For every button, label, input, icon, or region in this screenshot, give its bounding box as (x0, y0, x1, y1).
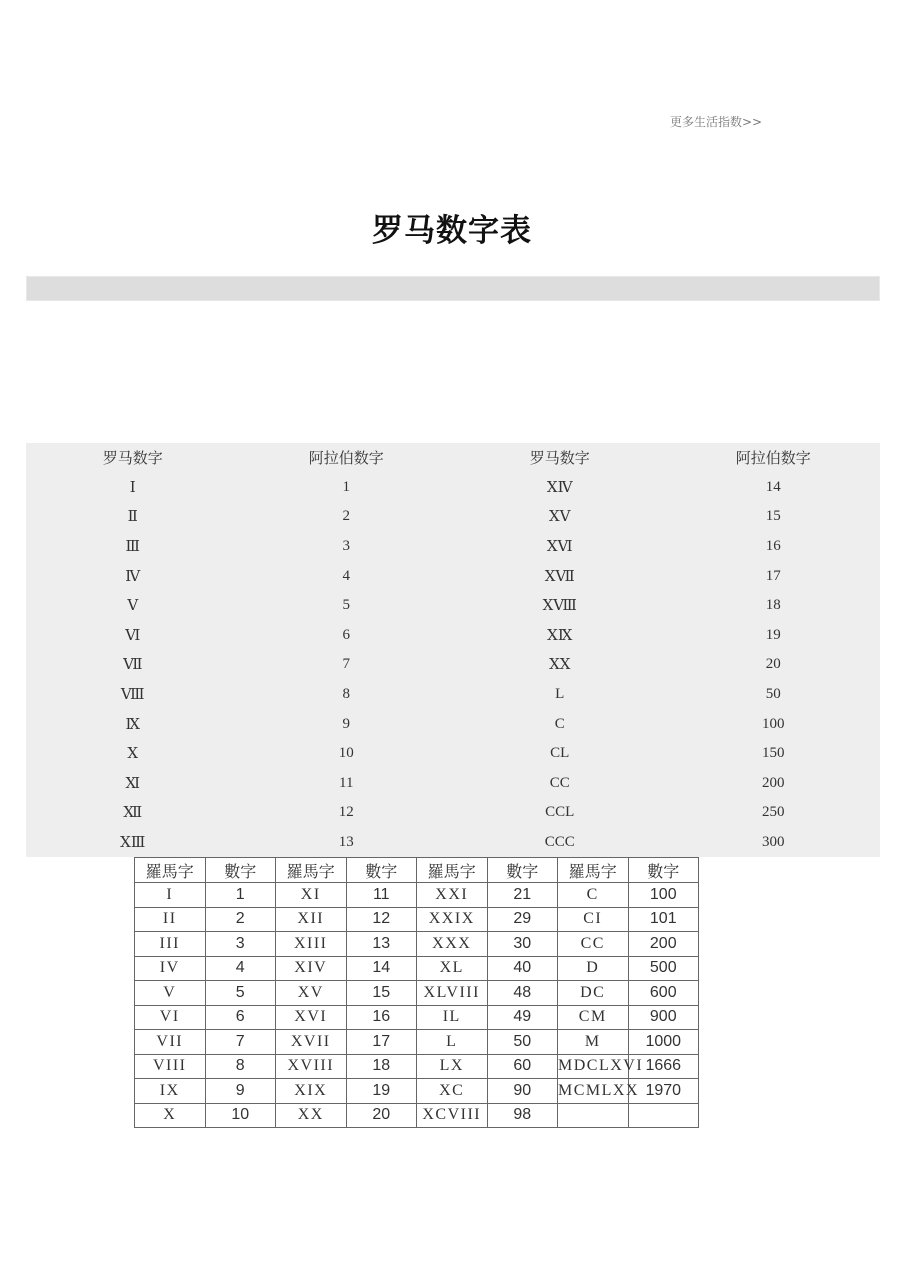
number-cell: 17 (346, 1030, 417, 1055)
table-row (135, 1030, 699, 1055)
roman-numeral-cell: CCC (544, 834, 575, 851)
roman-numeral-cell: D (558, 956, 629, 981)
roman-numeral-cell: L (417, 1030, 488, 1055)
roman-numeral-cell: Ⅸ (125, 716, 140, 733)
number-cell: 50 (487, 1030, 558, 1055)
number-cell: 15 (346, 981, 417, 1006)
roman-numeral-cell: Ⅰ (129, 479, 136, 496)
arabic-number-cell: 7 (342, 656, 350, 673)
page-title: 罗马数字表 (372, 213, 532, 249)
table-row (135, 883, 699, 908)
arabic-number-cell: 300 (762, 834, 785, 851)
arabic-number-cell: 2 (342, 508, 350, 525)
more-life-index-link[interactable]: 更多生活指数>> (670, 115, 763, 129)
arabic-number-cell: 20 (765, 656, 781, 673)
roman-numeral-cell: XL (417, 956, 488, 981)
number-cell: 101 (628, 907, 699, 932)
roman-numeral-cell: Ⅳ (125, 568, 141, 585)
number-cell: 5 (205, 981, 276, 1006)
table-row (26, 709, 880, 739)
roman-numeral-cell: CI (558, 907, 629, 932)
roman-numeral-cell: ⅩⅦ (544, 568, 575, 585)
roman-numeral-cell: XXI (417, 883, 488, 908)
number-cell: 13 (346, 932, 417, 957)
number-cell: 4 (205, 956, 276, 981)
roman-numeral-cell: ⅩⅢ (120, 835, 146, 852)
number-cell: 1666 (628, 1054, 699, 1079)
number-cell: 8 (205, 1054, 276, 1079)
column-header-roman: 罗马数字 (529, 449, 590, 468)
arabic-number-cell: 17 (765, 567, 781, 584)
roman-numeral-cell: XVIII (276, 1054, 347, 1079)
table-row (26, 739, 880, 769)
arabic-number-cell: 18 (765, 597, 781, 614)
arabic-number-cell: 13 (338, 834, 354, 851)
roman-numeral-cell: ⅩⅤ (548, 509, 571, 526)
table-row (135, 1103, 699, 1128)
roman-numeral-cell: Ⅺ (125, 775, 141, 792)
number-cell: 9 (205, 1079, 276, 1104)
roman-numeral-cell: IX (135, 1079, 206, 1104)
roman-numeral-cell: VII (135, 1030, 206, 1055)
column-header-roman: 罗马数字 (102, 449, 163, 468)
table-header-row (135, 858, 699, 883)
roman-numeral-cell: M (558, 1030, 629, 1055)
table-row (26, 680, 880, 710)
table-row (135, 981, 699, 1006)
table-row (26, 502, 880, 532)
roman-numeral-cell: ⅩⅩ (549, 657, 571, 674)
column-header-roman: 羅馬字 (135, 858, 206, 883)
roman-numeral-cell: LX (417, 1054, 488, 1079)
roman-numeral-cell: CC (549, 774, 570, 791)
column-header-arabic: 阿拉伯数字 (735, 449, 811, 468)
arabic-number-cell: 8 (342, 686, 350, 703)
roman-numeral-cell: CM (558, 1005, 629, 1030)
roman-numeral-cell: Ⅶ (123, 657, 143, 674)
table-row (26, 561, 880, 591)
roman-numeral-cell: XVII (276, 1030, 347, 1055)
roman-numeral-cell: ⅩⅨ (547, 627, 573, 644)
table-row (135, 907, 699, 932)
number-cell: 29 (487, 907, 558, 932)
roman-numeral-cell: Ⅵ (125, 627, 141, 644)
arabic-number-cell: 14 (765, 478, 781, 495)
number-cell: 30 (487, 932, 558, 957)
traditional-numeral-table (134, 857, 699, 1128)
roman-numeral-cell (558, 1103, 629, 1128)
table-row (26, 650, 880, 680)
number-cell: 3 (205, 932, 276, 957)
number-cell: 11 (346, 883, 417, 908)
roman-numeral-cell: CL (550, 745, 570, 762)
number-cell: 200 (628, 932, 699, 957)
roman-numeral-cell: I (135, 883, 206, 908)
roman-numeral-cell: Ⅷ (120, 687, 145, 704)
roman-numeral-cell: III (135, 932, 206, 957)
table-row (26, 798, 880, 828)
roman-numeral-cell: XCVIII (417, 1103, 488, 1128)
roman-numeral-cell: DC (558, 981, 629, 1006)
number-cell (628, 1103, 699, 1128)
roman-numeral-cell: MCMLXX (558, 1079, 629, 1104)
roman-numeral-cell: II (135, 907, 206, 932)
roman-numeral-cell: XLVIII (417, 981, 488, 1006)
column-header-roman: 羅馬字 (558, 858, 629, 883)
roman-numeral-table (26, 443, 880, 857)
number-cell: 100 (628, 883, 699, 908)
number-cell: 2 (205, 907, 276, 932)
roman-numeral-cell: XVI (276, 1005, 347, 1030)
roman-numeral-cell: ⅩⅥ (546, 539, 573, 556)
arabic-number-cell: 9 (342, 715, 350, 732)
arabic-number-cell: 200 (762, 774, 785, 791)
roman-numeral-cell: XI (276, 883, 347, 908)
arabic-number-cell: 15 (765, 508, 781, 525)
number-cell: 60 (487, 1054, 558, 1079)
roman-numeral-cell: VI (135, 1005, 206, 1030)
roman-numeral-cell: Ⅱ (127, 509, 138, 526)
arabic-number-cell: 16 (765, 538, 781, 555)
column-header-arabic: 阿拉伯数字 (308, 449, 384, 468)
column-header-number: 數字 (487, 858, 558, 883)
arabic-number-cell: 6 (342, 626, 350, 643)
roman-numeral-cell: XXIX (417, 907, 488, 932)
roman-numeral-cell: Ⅲ (125, 539, 140, 556)
roman-numeral-cell: X (135, 1103, 206, 1128)
number-cell: 40 (487, 956, 558, 981)
table-row (26, 532, 880, 562)
table-row (26, 621, 880, 651)
table-row (26, 473, 880, 503)
table-row (135, 1005, 699, 1030)
number-cell: 7 (205, 1030, 276, 1055)
arabic-number-cell: 12 (338, 804, 354, 821)
roman-numeral-cell: IL (417, 1005, 488, 1030)
roman-numeral-table-container (26, 443, 880, 857)
roman-numeral-cell: XIX (276, 1079, 347, 1104)
roman-numeral-cell: ⅩⅣ (546, 479, 573, 496)
roman-numeral-cell: C (554, 715, 565, 732)
number-cell: 19 (346, 1079, 417, 1104)
number-cell: 500 (628, 956, 699, 981)
arabic-number-cell: 3 (342, 538, 350, 555)
arabic-number-cell: 4 (342, 567, 350, 584)
table-row (26, 591, 880, 621)
table-row (135, 956, 699, 981)
number-cell: 18 (346, 1054, 417, 1079)
number-cell: 48 (487, 981, 558, 1006)
number-cell: 49 (487, 1005, 558, 1030)
number-cell: 98 (487, 1103, 558, 1128)
roman-numeral-cell: MDCLXVI (558, 1054, 629, 1079)
table-row (135, 932, 699, 957)
number-cell: 900 (628, 1005, 699, 1030)
roman-numeral-cell: ⅩⅧ (542, 598, 577, 615)
column-header-number: 數字 (346, 858, 417, 883)
roman-numeral-cell: XV (276, 981, 347, 1006)
arabic-number-cell: 5 (342, 597, 350, 614)
table-row (26, 769, 880, 799)
arabic-number-cell: 150 (762, 745, 785, 762)
column-header-roman: 羅馬字 (276, 858, 347, 883)
number-cell: 1000 (628, 1030, 699, 1055)
column-header-roman: 羅馬字 (417, 858, 488, 883)
roman-numeral-cell: XIV (276, 956, 347, 981)
table-row (26, 828, 880, 858)
number-cell: 1970 (628, 1079, 699, 1104)
roman-numeral-cell: C (558, 883, 629, 908)
roman-numeral-cell: Ⅻ (123, 805, 143, 822)
number-cell: 20 (346, 1103, 417, 1128)
roman-numeral-cell: CC (558, 932, 629, 957)
roman-numeral-cell: XIII (276, 932, 347, 957)
table-header-row (26, 443, 880, 473)
table-row (135, 1079, 699, 1104)
arabic-number-cell: 11 (339, 774, 354, 791)
number-cell: 14 (346, 956, 417, 981)
arabic-number-cell: 100 (762, 715, 785, 732)
column-header-number: 數字 (205, 858, 276, 883)
number-cell: 90 (487, 1079, 558, 1104)
arabic-number-cell: 10 (338, 745, 354, 762)
table-row (135, 1054, 699, 1079)
arabic-number-cell: 1 (342, 478, 350, 495)
arabic-number-cell: 19 (765, 626, 781, 643)
roman-numeral-cell: Ⅹ (127, 746, 139, 763)
roman-numeral-cell: XC (417, 1079, 488, 1104)
number-cell: 600 (628, 981, 699, 1006)
arabic-number-cell: 250 (762, 804, 785, 821)
roman-numeral-cell: XXX (417, 932, 488, 957)
roman-numeral-cell: V (135, 981, 206, 1006)
roman-numeral-cell: CCL (545, 804, 575, 821)
column-header-number: 數字 (628, 858, 699, 883)
arabic-number-cell: 50 (765, 686, 781, 703)
roman-numeral-cell: XX (276, 1103, 347, 1128)
roman-numeral-cell: Ⅴ (127, 598, 139, 615)
number-cell: 16 (346, 1005, 417, 1030)
section-divider-bar (26, 276, 880, 301)
number-cell: 21 (487, 883, 558, 908)
roman-numeral-cell: IV (135, 956, 206, 981)
roman-numeral-cell: VIII (135, 1054, 206, 1079)
number-cell: 10 (205, 1103, 276, 1128)
traditional-numeral-table-container (134, 857, 699, 1128)
number-cell: 12 (346, 907, 417, 932)
number-cell: 6 (205, 1005, 276, 1030)
number-cell: 1 (205, 883, 276, 908)
roman-numeral-cell: XII (276, 907, 347, 932)
roman-numeral-cell: L (555, 686, 565, 703)
